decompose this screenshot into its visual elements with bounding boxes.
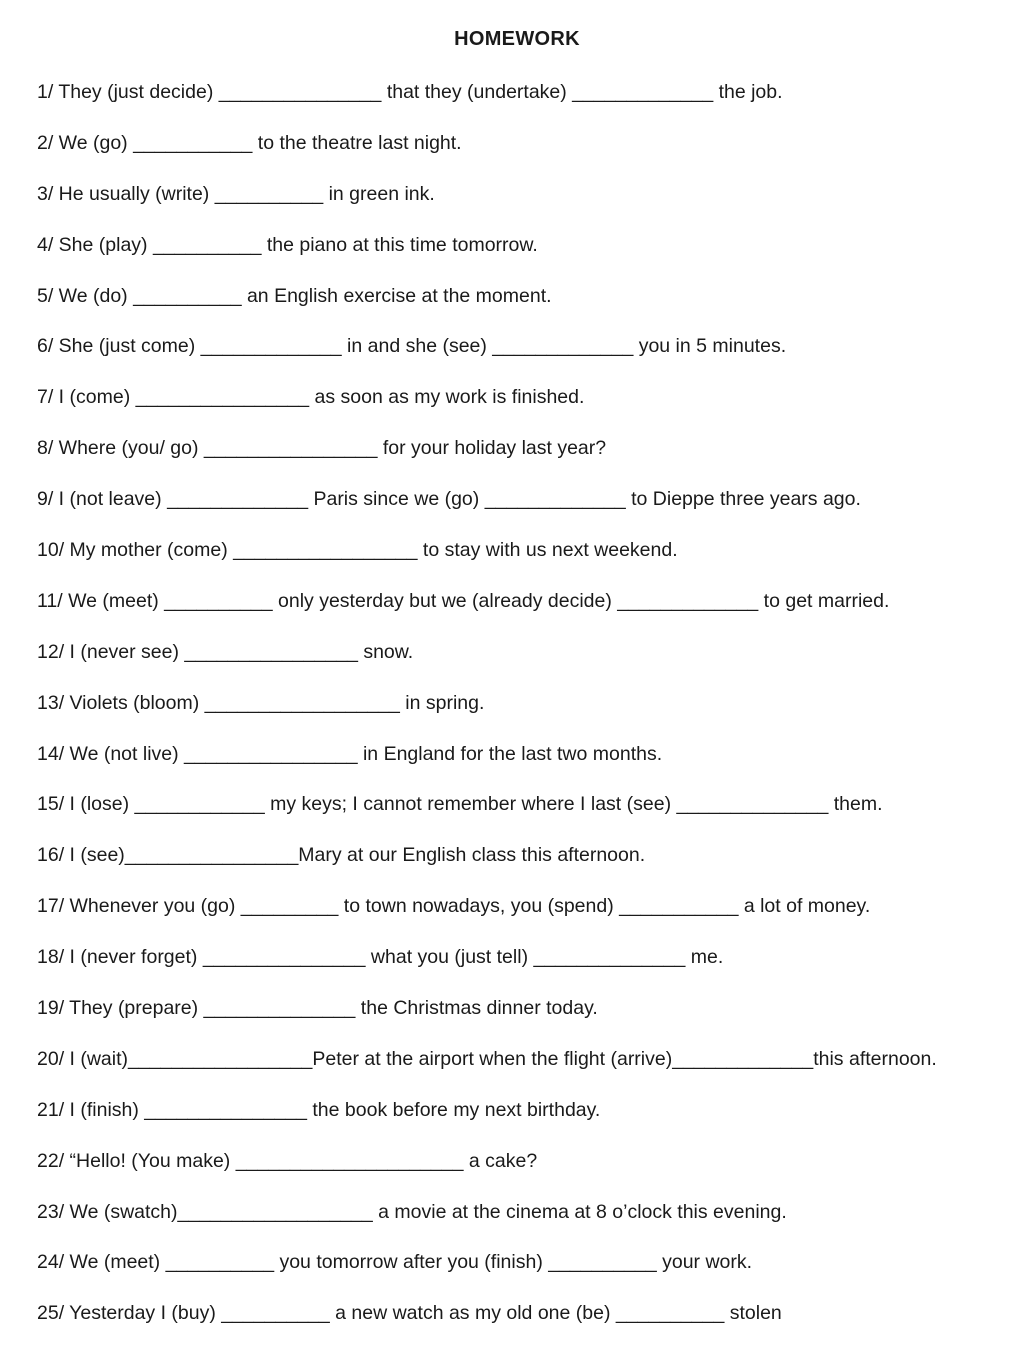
exercise-line: 12/ I (never see) ________________ snow. (37, 640, 414, 663)
exercise-line: 21/ I (finish) _______________ the book before my next birthday. (37, 1098, 601, 1121)
exercise-line: 9/ I (not leave) _____________ Paris since we (go) _____________ to Dieppe three years ago. (37, 488, 861, 511)
exercise-line: 1/ They (just decide) _______________ that they (undertake) _____________ the job. (37, 81, 783, 103)
exercise-line: 14/ We (not live) ________________ in England for the last two months. (37, 742, 663, 765)
exercise-line: 4/ She (play) __________ the piano at this time tomorrow. (37, 233, 538, 256)
exercise-line: 17/ Whenever you (go) _________ to town nowadays, you (spend) ___________ a lot of money. (37, 895, 871, 918)
exercise-line: 3/ He usually (write) __________ in green ink. (37, 182, 435, 205)
page-title: HOMEWORK (454, 28, 580, 50)
exercise-line: 19/ They (prepare) ______________ the Christmas dinner today. (37, 997, 598, 1020)
exercise-list (37, 76, 1022, 1348)
exercise-line: 11/ We (meet) __________ only yesterday but we (already decide) _____________ to get married. (37, 589, 890, 612)
exercise-line: 16/ I (see)________________Mary at our English class this afternoon. (37, 844, 646, 867)
exercise-line: 22/ “Hello! (You make) _____________________ a cake? (37, 1149, 538, 1172)
exercise-line: 6/ She (just come) _____________ in and she (see) _____________ you in 5 minutes. (37, 335, 787, 358)
exercise-line: 7/ I (come) ________________ as soon as my work is finished. (37, 386, 585, 409)
exercise-line: 5/ We (do) __________ an English exercise at the moment. (37, 284, 552, 307)
exercise-line: 24/ We (meet) __________ you tomorrow after you (finish) __________ your work. (37, 1251, 753, 1274)
exercise-line: 18/ I (never forget) _______________ what you (just tell) ______________ me. (37, 946, 724, 969)
exercise-line: 20/ I (wait)_________________Peter at the airport when the flight (arrive)_____________this afternoon. (37, 1047, 937, 1070)
exercise-line: 13/ Violets (bloom) __________________ in spring. (37, 691, 485, 714)
exercise-line: 15/ I (lose) ____________ my keys; I cannot remember where I last (see) ______________ them. (37, 793, 883, 816)
exercise-line: 10/ My mother (come) _________________ to stay with us next weekend. (37, 539, 678, 562)
exercise-line: 25/ Yesterday I (buy) __________ a new watch as my old one (be) __________ stolen (37, 1302, 782, 1325)
exercise-line: 2/ We (go) ___________ to the theatre last night. (37, 131, 462, 154)
exercise-line: 8/ Where (you/ go) ________________ for your holiday last year? (37, 437, 607, 460)
exercise-line: 23/ We (swatch)__________________ a movie at the cinema at 8 o’clock this evening. (37, 1200, 787, 1223)
